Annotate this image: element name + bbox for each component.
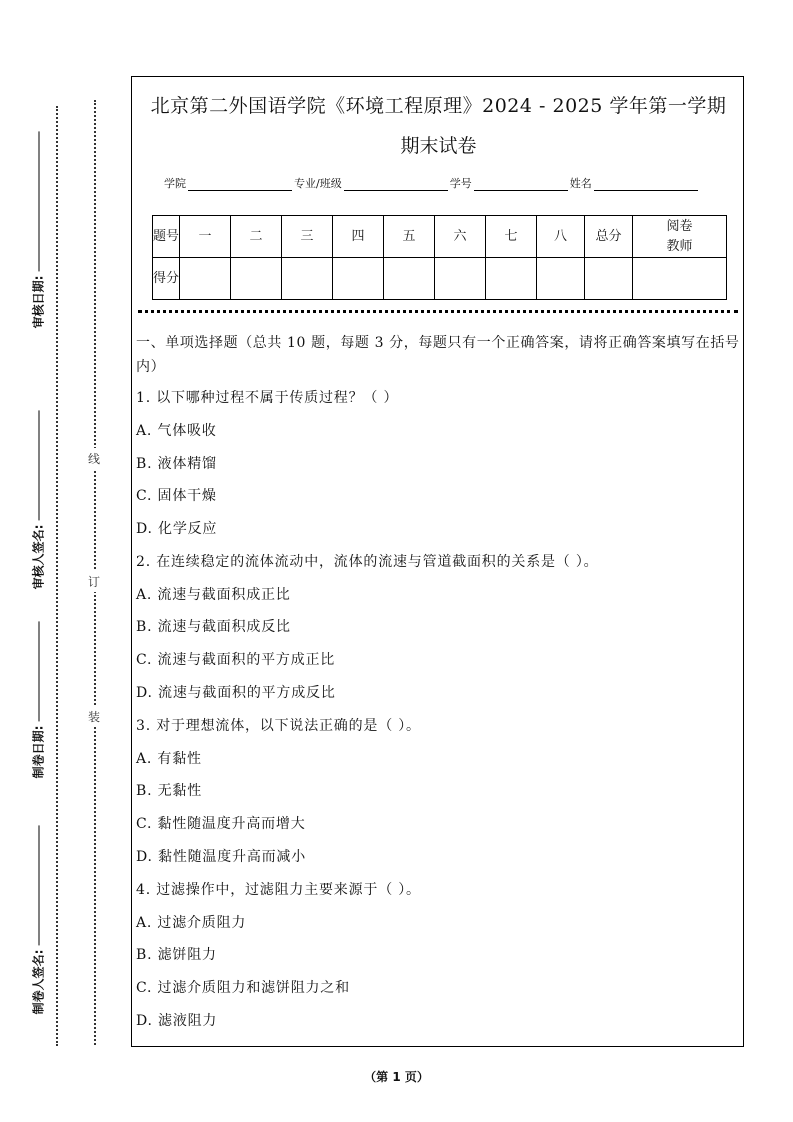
total-score-header: 总分 — [585, 216, 633, 258]
option-line: D. 黏性随温度升高而减小 — [136, 849, 307, 865]
score-col-header: 五 — [384, 216, 435, 258]
option-line: A. 流速与截面积成正比 — [136, 587, 291, 603]
score-table — [152, 215, 727, 300]
score-cell[interactable] — [486, 258, 537, 300]
score-cell[interactable] — [333, 258, 384, 300]
option-line: B. 滤饼阻力 — [136, 947, 217, 963]
exam-subtitle: 期末试卷 — [400, 135, 477, 157]
option-line: C. 黏性随温度升高而增大 — [136, 816, 306, 832]
option-line: A. 有黏性 — [136, 751, 202, 767]
college-label: 学院 — [164, 177, 186, 190]
score-col-header: 八 — [537, 216, 585, 258]
question-2: 2. 在连续稳定的流体流动中，流体的流速与管道截面积的关系是（ ）。 — [136, 554, 599, 570]
score-cell[interactable] — [384, 258, 435, 300]
score-cell[interactable] — [231, 258, 282, 300]
question-number-label: 题号 — [153, 216, 180, 258]
score-header-row — [153, 216, 727, 258]
score-col-header: 四 — [333, 216, 384, 258]
option-line: C. 固体干燥 — [136, 488, 217, 504]
score-cell[interactable] — [180, 258, 231, 300]
score-value-row — [153, 258, 727, 300]
student-id-field[interactable] — [474, 178, 568, 191]
option-line: C. 流速与截面积的平方成正比 — [136, 652, 336, 668]
score-col-header: 三 — [282, 216, 333, 258]
question-3: 3. 对于理想流体，以下说法正确的是（ ）。 — [136, 718, 421, 734]
score-col-header: 六 — [435, 216, 486, 258]
score-cell[interactable] — [282, 258, 333, 300]
total-score-cell[interactable] — [585, 258, 633, 300]
section1-heading: 一、单项选择题（总共 10 题，每题 3 分，每题只有一个正确答案，请将正确答案填写在括号内） — [136, 335, 740, 375]
name-field[interactable] — [594, 178, 698, 191]
grader-header: 阅卷教师 — [633, 216, 727, 258]
option-line: A. 过滤介质阻力 — [136, 915, 247, 931]
college-field[interactable] — [188, 178, 292, 191]
grader-cell[interactable] — [633, 258, 727, 300]
option-line: B. 流速与截面积成反比 — [136, 619, 291, 635]
dotted-separator — [138, 310, 738, 313]
score-col-header: 七 — [486, 216, 537, 258]
exam-frame — [131, 76, 744, 1047]
student-info-row — [164, 175, 700, 191]
student-id-label: 学号 — [449, 177, 472, 190]
name-label: 姓名 — [569, 177, 592, 190]
option-line: A. 气体吸收 — [136, 423, 217, 439]
option-line: B. 液体精馏 — [136, 456, 217, 472]
option-line: D. 化学反应 — [136, 521, 218, 537]
question-4: 4. 过滤操作中，过滤阻力主要来源于（ ）。 — [136, 882, 421, 898]
option-line: D. 滤液阻力 — [136, 1013, 218, 1029]
score-col-header: 一 — [180, 216, 231, 258]
score-cell[interactable] — [435, 258, 486, 300]
option-line: C. 过滤介质阻力和滤饼阻力之和 — [136, 980, 350, 996]
margin-dotted-line-outer — [56, 106, 58, 1046]
binding-char-order: 订 — [88, 571, 100, 592]
binding-char-install: 装 — [88, 706, 100, 727]
major-class-label: 专业/班级 — [294, 177, 342, 190]
score-cell[interactable] — [537, 258, 585, 300]
score-col-header: 二 — [231, 216, 282, 258]
question-1: 1. 以下哪种过程不属于传质过程？（ ） — [136, 390, 399, 406]
page-number: （第 1 页） — [364, 1070, 429, 1084]
binding-char-line: 线 — [88, 448, 100, 469]
score-label: 得分 — [153, 258, 180, 300]
exam-title: 北京第二外国语学院《环境工程原理》2024 - 2025 学年第一学期 — [150, 95, 727, 117]
major-class-field[interactable] — [344, 178, 448, 191]
option-line: B. 无黏性 — [136, 783, 202, 799]
option-line: D. 流速与截面积的平方成反比 — [136, 685, 336, 701]
